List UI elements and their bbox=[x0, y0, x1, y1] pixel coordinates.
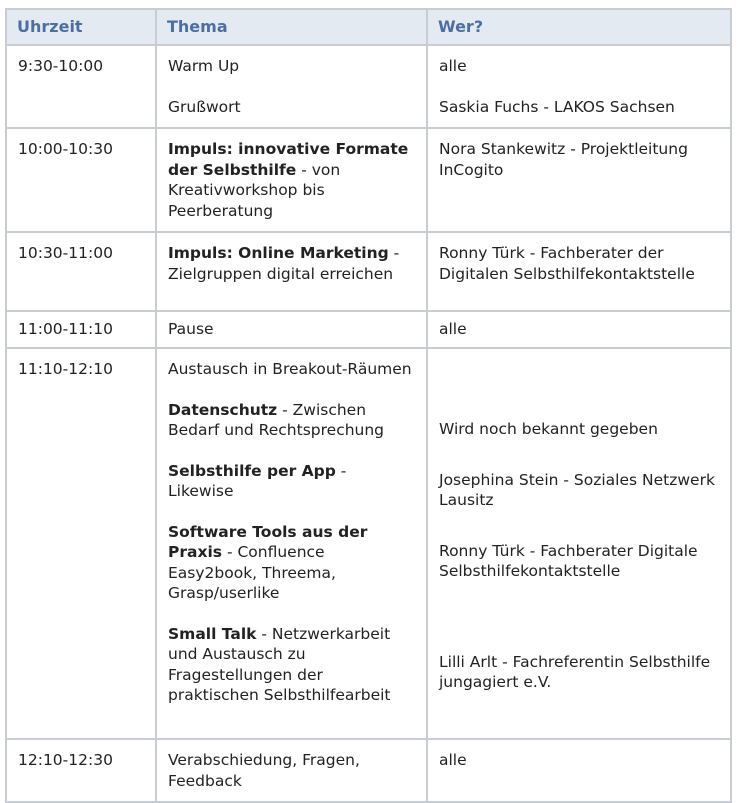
time-cell: 11:00-11:10 bbox=[6, 311, 156, 348]
topic-cell bbox=[156, 45, 427, 128]
who-cell bbox=[427, 45, 731, 128]
schedule-container bbox=[5, 8, 730, 790]
who-item: alle bbox=[439, 57, 467, 75]
table-row bbox=[6, 128, 731, 232]
topic-item: Datenschutz - Zwischen Bedarf und Rechtsprechung bbox=[168, 400, 385, 439]
who-cell bbox=[427, 739, 731, 802]
topic-cell bbox=[156, 739, 427, 802]
table-row bbox=[6, 348, 731, 739]
table-row bbox=[6, 311, 731, 348]
who-cell bbox=[427, 232, 731, 311]
topic-cell bbox=[156, 311, 427, 348]
time-cell: 10:30-11:00 bbox=[6, 232, 156, 311]
who-item: Ronny Türk - Fachberater der Digitalen Selbsthilfekontaktstelle bbox=[439, 244, 695, 283]
who-cell bbox=[427, 128, 731, 232]
topic-cell bbox=[156, 128, 427, 232]
who-item: Ronny Türk - Fachberater Digitale Selbsthilfekontaktstelle bbox=[439, 541, 698, 580]
topic-item: Software Tools aus der Praxis - Confluence Easy2book, Threema, Grasp/userlike bbox=[168, 522, 368, 602]
who-item: alle bbox=[439, 751, 467, 769]
who-item: Lilli Arlt - Fachreferentin Selbsthilfe jungagiert e.V. bbox=[439, 652, 711, 691]
topic-item: Impuls: innovative Formate der Selbsthilfe - von Kreativworkshop bis Peerberatung bbox=[168, 140, 409, 220]
table-row bbox=[6, 45, 731, 128]
table-row bbox=[6, 232, 731, 311]
topic-item: Austausch in Breakout-Räumen bbox=[168, 360, 412, 378]
topic-item: Impuls: Online Marketing - Zielgruppen digital erreichen bbox=[168, 244, 400, 283]
time-cell: 12:10-12:30 bbox=[6, 739, 156, 802]
who-cell bbox=[427, 311, 731, 348]
who-cell bbox=[427, 348, 731, 739]
header-who: Wer? bbox=[427, 9, 731, 45]
who-item: Saskia Fuchs - LAKOS Sachsen bbox=[439, 97, 675, 116]
topic-item: Grußwort bbox=[168, 97, 241, 116]
topic-item: Verabschiedung, Fragen, Feedback bbox=[168, 751, 360, 790]
header-row bbox=[6, 9, 731, 45]
who-item: Wird noch bekannt gegeben bbox=[439, 420, 658, 438]
header-topic: Thema bbox=[156, 9, 427, 45]
header-time: Uhrzeit bbox=[6, 9, 156, 45]
who-item: Nora Stankewitz - Projektleitung InCogito bbox=[439, 140, 688, 179]
topic-cell bbox=[156, 348, 427, 739]
topic-item: Warm Up bbox=[168, 57, 240, 75]
time-cell: 10:00-10:30 bbox=[6, 128, 156, 232]
who-item: alle bbox=[439, 320, 467, 338]
topic-item: Small Talk - Netzwerkarbeit und Austausch zu Fragestellungen der praktischen Selbsthilfearbeit bbox=[168, 624, 391, 704]
topic-item: Pause bbox=[168, 320, 214, 338]
time-cell: 9:30-10:00 bbox=[6, 45, 156, 128]
schedule-table bbox=[5, 8, 732, 803]
who-item: Josephina Stein - Soziales Netzwerk Lausitz bbox=[439, 470, 715, 509]
time-cell: 11:10-12:10 bbox=[6, 348, 156, 739]
topic-item: Selbsthilfe per App - Likewise bbox=[168, 461, 347, 500]
table-row bbox=[6, 739, 731, 802]
topic-cell bbox=[156, 232, 427, 311]
